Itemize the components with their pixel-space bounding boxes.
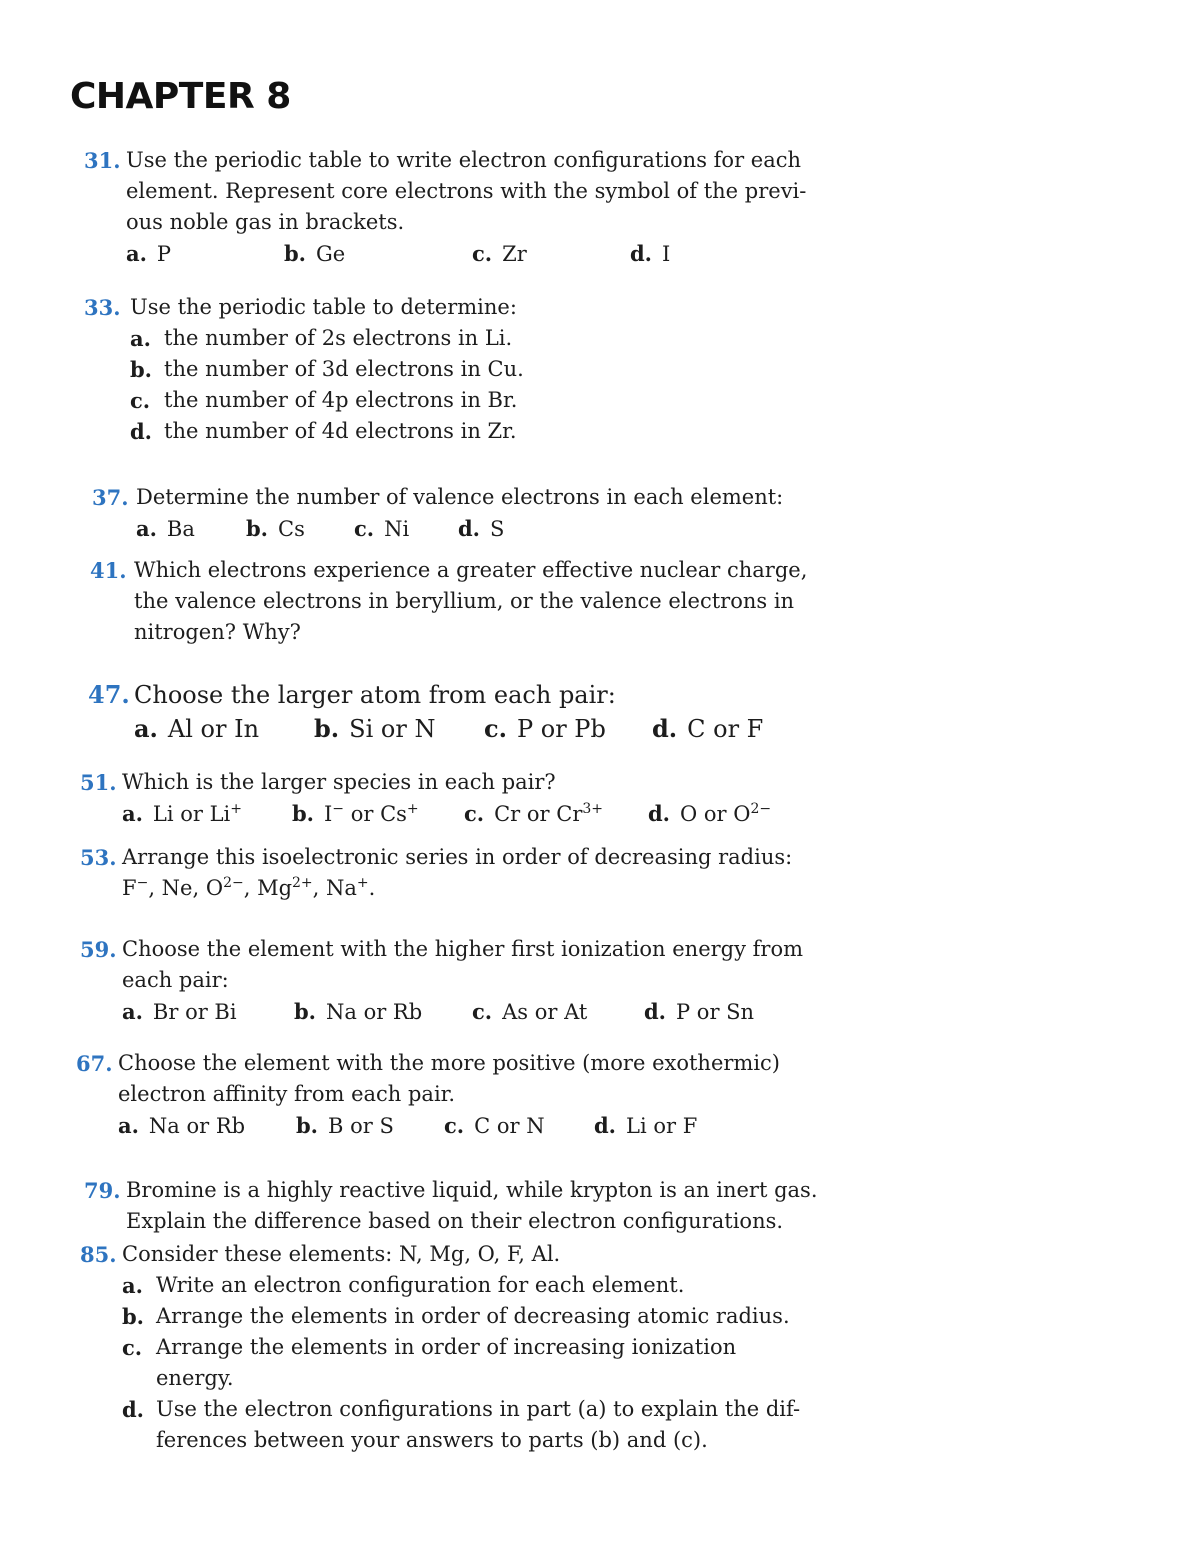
option-a: a. P <box>126 241 172 266</box>
option-d: d. Li or F <box>594 1113 698 1138</box>
answer-options <box>84 238 806 269</box>
option-b: b. Cs <box>246 516 305 541</box>
question-text: 53. Arrange this isoelectronic series in order of decreasing radius: F−, Ne, $O^{2-}$, $Mg^{2+}$, Na+. <box>80 842 792 904</box>
option-c: c. As or At <box>472 999 588 1024</box>
option-d: d. P or Sn <box>644 999 755 1024</box>
option-d: d. S <box>458 516 505 541</box>
answer-options <box>80 996 803 1027</box>
question-text: 59. Choose the element with the higher first ionization energy from each pair: <box>80 934 803 996</box>
question-31 <box>84 145 806 269</box>
question-text: 41. Which electrons experience a greater effective nuclear charge, the valence electrons in beryllium, or the valence electrons in nitrogen? Why? <box>90 555 807 648</box>
question-37 <box>92 482 783 544</box>
question-number: 51. <box>80 770 117 795</box>
question-53 <box>80 842 792 904</box>
question-number: 59. <box>80 937 117 962</box>
option-c: c. Ni <box>354 516 410 541</box>
question-text: 37. Determine the number of valence electrons in each element: <box>92 482 783 513</box>
answer-options <box>88 712 764 746</box>
option-b: b. Na or Rb <box>294 999 423 1024</box>
option-d: d. I <box>630 241 671 266</box>
sub-question-b: b. the number of 3d electrons in Cu. <box>130 357 524 382</box>
sub-question-d: d. the number of 4d electrons in Zr. <box>130 419 517 444</box>
sub-question-c: c. the number of 4p electrons in Br. <box>130 388 518 413</box>
question-text: 31. Use the periodic table to write electron configurations for each element. Represent core electrons with the symbol of the previ- ous noble gas in brackets. <box>84 145 806 238</box>
option-a: a. Al or In <box>134 714 260 743</box>
question-number: 67. <box>76 1051 113 1076</box>
chapter-title: CHAPTER 8 <box>70 76 291 117</box>
question-text: 47. Choose the larger atom from each pair: <box>88 678 616 712</box>
question-79 <box>84 1175 818 1237</box>
question-number: 85. <box>80 1242 117 1267</box>
question-number: 31. <box>84 148 121 173</box>
question-number: 41. <box>90 558 127 583</box>
question-41 <box>90 555 807 648</box>
question-33 <box>84 292 524 447</box>
sub-question-b: b. Arrange the elements in order of decreasing atomic radius. <box>122 1304 790 1329</box>
sub-question-c: c. Arrange the elements in order of increasing ionization energy. <box>122 1335 737 1390</box>
question-text: 79. Bromine is a highly reactive liquid, while krypton is an inert gas. Explain the difference based on their electron configurations. <box>84 1175 818 1237</box>
option-b: b. Ge <box>284 241 346 266</box>
option-b: b. B or S <box>296 1113 394 1138</box>
option-d: d. C or F <box>652 714 764 743</box>
question-67 <box>76 1048 780 1141</box>
question-number: 37. <box>92 485 129 510</box>
sub-question-a: a. the number of 2s electrons in Li. <box>130 326 513 351</box>
question-number: 79. <box>84 1178 121 1203</box>
question-text: 85. Consider these elements: N, Mg, O, F, Al. <box>80 1239 800 1270</box>
option-a: a. Na or Rb <box>118 1113 246 1138</box>
option-c: c. Cr or $Cr^{3+}$ <box>464 801 603 826</box>
question-47 <box>88 678 764 746</box>
answer-options <box>80 798 772 829</box>
question-number: 33. <box>84 295 121 320</box>
isoelectronic-species: F−, Ne, $O^{2-}$, $Mg^{2+}$, Na+. <box>122 875 376 900</box>
option-c: c. Zr <box>472 241 527 266</box>
option-a: a. Ba <box>136 516 195 541</box>
option-b: b. I− or Cs+ <box>292 801 419 826</box>
option-c: c. P or Pb <box>484 714 606 743</box>
question-number: 47. <box>88 680 130 709</box>
question-text: 67. Choose the element with the more positive (more exothermic) electron affinity from each pair. <box>76 1048 780 1110</box>
option-a: a. Br or Bi <box>122 999 237 1024</box>
question-51 <box>80 767 772 829</box>
question-59 <box>80 934 803 1027</box>
sub-question-d: d. Use the electron configurations in part (a) to explain the dif- ferences between your answers to parts (b) and (c). <box>122 1397 801 1452</box>
sub-question-a: a. Write an electron configuration for each element. <box>122 1273 685 1298</box>
answer-options <box>92 513 783 544</box>
option-a: a. Li or Li+ <box>122 801 243 826</box>
option-c: c. C or N <box>444 1113 545 1138</box>
option-d: d. O or $O^{2-}$ <box>648 801 772 826</box>
answer-options <box>76 1110 780 1141</box>
question-text: 33. Use the periodic table to determine: <box>84 292 524 323</box>
question-85 <box>80 1239 800 1456</box>
question-number: 53. <box>80 845 117 870</box>
option-b: b. Si or N <box>314 714 436 743</box>
question-text: 51. Which is the larger species in each pair? <box>80 767 556 798</box>
